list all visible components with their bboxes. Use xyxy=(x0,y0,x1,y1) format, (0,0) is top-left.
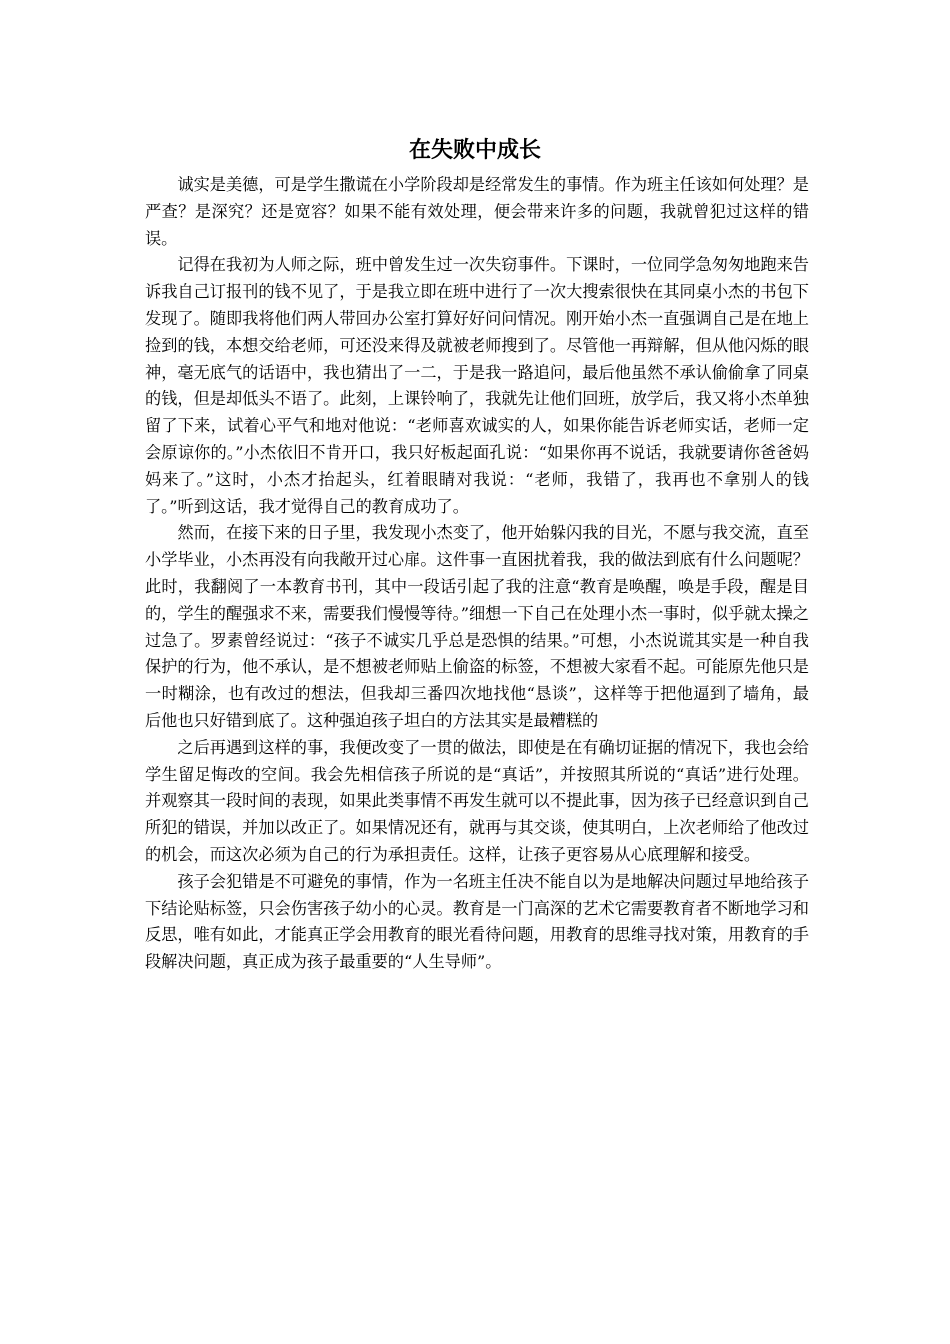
paragraph-1: 诚实是美德，可是学生撒谎在小学阶段却是经常发生的事情。作为班主任该如何处理？是严查？是深究？还是宽容？如果不能有效处理，便会带来许多的问题，我就曾犯过这样的错误。 xyxy=(145,175,809,248)
document-body xyxy=(145,172,809,976)
paragraph-4: 之后再遇到这样的事，我便改变了一贯的做法，即使是在有确切证据的情况下，我也会给学生留足悔改的空间。我会先相信孩子所说的是“真话”，并按照其所说的“真话”进行处理。并观察其一段时间的表现，如果此类事情不再发生就可以不提此事，因为孩子已经意识到自己所犯的错误，并加以改正了。如果情况还有，就再与其交谈，使其明白，上次老师给了他改过的机会，而这次必须为自己的行为承担责任。这样，让孩子更容易从心底理解和接受。 xyxy=(145,737,809,864)
paragraph-2: 记得在我初为人师之际，班中曾发生过一次失窃事件。下课时，一位同学急匆匆地跑来告诉我自己订报刊的钱不见了，于是我立即在班中进行了一次大搜索很快在其同桌小杰的书包下发现了。随即我将他们两人带回办公室打算好好问问情况。刚开始小杰一直强调自己是在地上捡到的钱，本想交给老师，可还没来得及就被老师搜到了。尽管他一再辩解，但从他闪烁的眼神，毫无底气的话语中，我也猜出了一二，于是我一路追问，最后他虽然不承认偷偷拿了同桌的钱，但是却低头不语了。此刻，上课铃响了，我就先让他们回班，放学后，我又将小杰单独留了下来，试着心平气和地对他说：“老师喜欢诚实的人，如果你能告诉老师实话，老师一定会原谅你的。”小杰依旧不肯开口，我只好板起面孔说：“如果你再不说话，我就要请你爸爸妈妈来了。”这时，小杰才抬起头，红着眼睛对我说：“老师，我错了，我再也不拿别人的钱了。”听到这话，我才觉得自己的教育成功了。 xyxy=(145,255,809,516)
document-title: 在失败中成长 xyxy=(408,137,541,163)
paragraph-5: 孩子会犯错是不可避免的事情，作为一名班主任决不能自以为是地解决问题过早地给孩子下结论贴标签，只会伤害孩子幼小的心灵。教育是一门高深的艺术它需要教育者不断地学习和反思，唯有如此，才能真正学会用教育的眼光看待问题，用教育的思维寻找对策，用教育的手段解决问题，真正成为孩子最重要的“人生导师”。 xyxy=(145,871,809,972)
paragraph-3: 然而，在接下来的日子里，我发现小杰变了，他开始躲闪我的目光，不愿与我交流，直至小学毕业，小杰再没有向我敞开过心扉。这件事一直困扰着我，我的做法到底有什么问题呢？此时，我翻阅了一本教育书刊，其中一段话引起了我的注意“教育是唤醒，唤是手段，醒是目的，学生的醒强求不来，需要我们慢慢等待。”细想一下自己在处理小杰一事时，似乎就太操之过急了。罗素曾经说过：“孩子不诚实几乎总是恐惧的结果。”可想，小杰说谎其实是一种自我保护的行为，他不承认，是不想被老师贴上偷盗的标签，不想被大家看不起。可能原先他只是一时糊涂，也有改过的想法，但我却三番四次地找他“恳谈”，这样等于把他逼到了墙角，最后他也只好错到底了。这种强迫孩子坦白的方法其实是最糟糕的 xyxy=(145,523,809,730)
